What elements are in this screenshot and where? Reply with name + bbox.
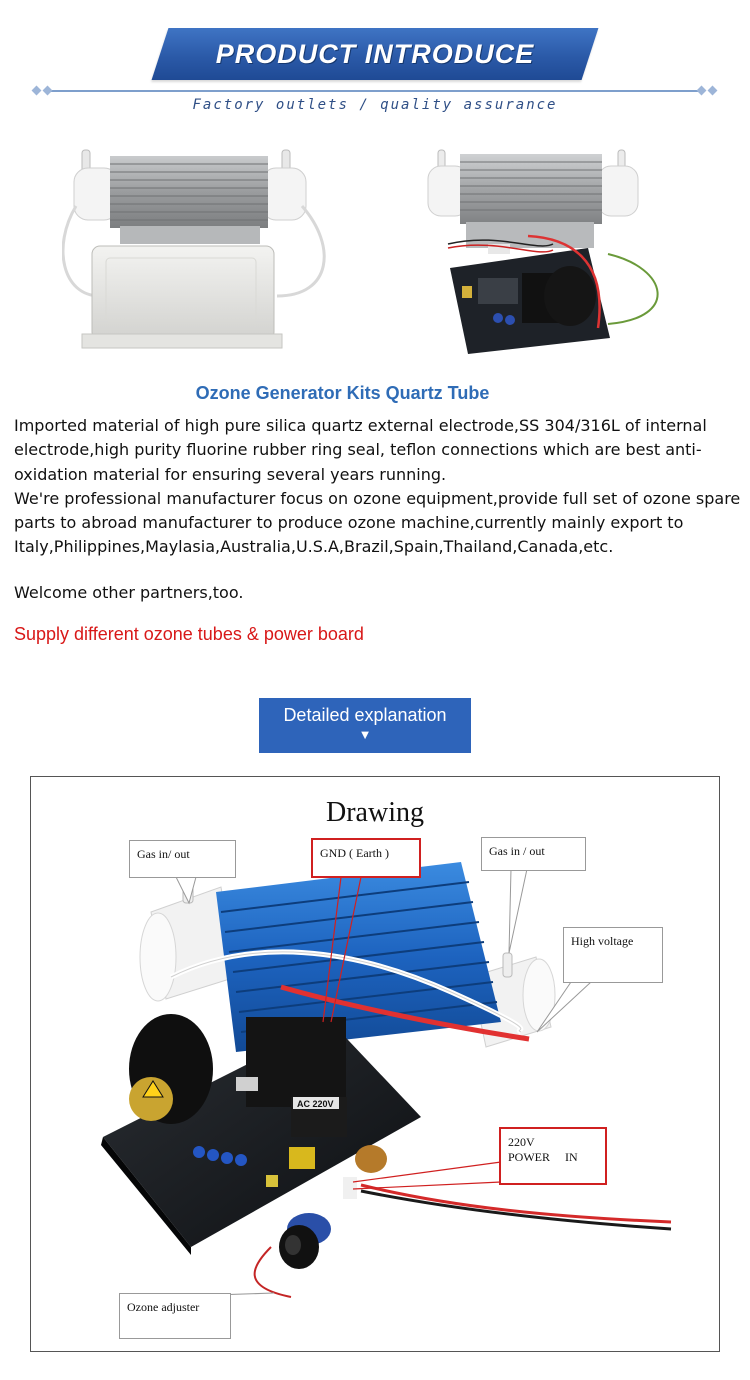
product-photo-power-box [62,146,337,366]
board-label: AC 220V [297,1099,334,1109]
description-paragraph: We're professional manufacturer focus on ozone equipment,provide full set of ozone spare parts to abroad manufacturer to produce ozone machine,currently mainly export to Italy,Philippines,Maylasia,Australia,U.S.A,Brazil,Spain,Thailand,Canada,etc. [14,488,741,557]
diamond-icon [32,86,42,96]
callout-power-in [499,1127,607,1185]
diamond-icon [697,86,707,96]
product-photo-circuit-board [418,148,678,358]
callout-text: Gas in/ out [137,847,190,861]
header-banner [0,0,750,130]
drawing-title: Drawing [326,797,424,828]
product-description [14,414,742,560]
diamond-icon [43,86,53,96]
detailed-explanation-label: Detailed explanation [283,705,447,725]
callout-high-voltage [563,927,663,983]
welcome-text: Welcome other partners,too. [14,583,244,602]
callout-gas-in-out-right [481,837,586,871]
supply-text: Supply different ozone tubes & power board [14,624,364,644]
callout-text: Ozone adjuster [127,1300,200,1314]
divider-right [340,90,700,92]
detailed-explanation-button[interactable] [259,698,471,753]
diamond-icon [708,86,718,96]
arrow-down-icon: ▼ [358,727,372,742]
callout-gnd-earth [311,838,421,878]
callout-text: POWER IN [508,1150,578,1164]
banner-title: PRODUCT INTRODUCE [215,39,535,69]
callout-gas-in-out-left [129,840,236,878]
callout-text: GND ( Earth ) [320,846,389,860]
callout-text: 220V [508,1135,535,1149]
description-paragraph: Imported material of high pure silica quartz external electrode,SS 304/316L of internal electrode,high purity fluorine rubber ring seal, teflon connections which are best anti-oxidation material for ensuring several years running. [14,416,707,484]
callout-ozone-adjuster [119,1293,231,1339]
drawing-panel [30,776,720,1352]
callout-text: High voltage [571,934,634,948]
callout-text: Gas in / out [489,844,545,858]
section-title: Ozone Generator Kits Quartz Tube [195,383,490,403]
banner-subtitle: Factory outlets / quality assurance [192,97,558,113]
